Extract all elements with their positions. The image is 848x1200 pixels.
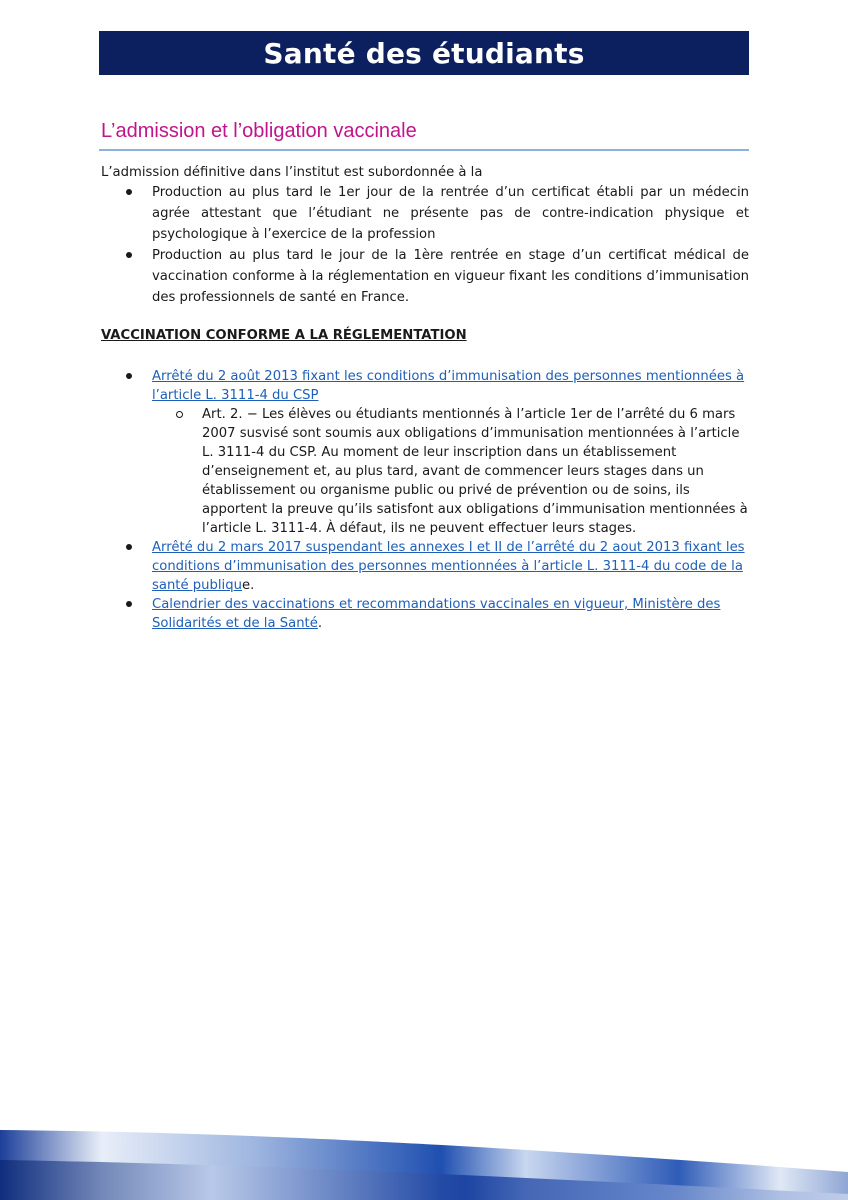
intro-text: L’admission définitive dans l’institut est subordonnée à la bbox=[101, 165, 483, 180]
article-2-text: Art. 2. − Les élèves ou étudiants mentionnés à l’article 1er de l’arrêté du 6 mars 2007 susvisé sont soumis aux obligations d’immunisation mentionnées à l’article L. 3111-4 du CSP. Au moment de leur inscription dans un établissement d’enseignement et, au plus tard, avant de commencer leurs stages dans un établissement ou organisme public ou privé de prévention ou de soins, ils apportent la preuve qu’ils satisfont aux obligations d’immunisation mentionnées à l’article L. 3111-4. À défaut, ils ne peuvent effectuer leurs stages. bbox=[202, 407, 748, 536]
list-item bbox=[101, 595, 749, 633]
circle-bullet-icon bbox=[176, 411, 183, 418]
sub-list-item bbox=[101, 405, 749, 538]
list-item bbox=[101, 182, 749, 245]
section-divider bbox=[99, 149, 749, 151]
list-item bbox=[101, 538, 749, 595]
footer-wave-graphic bbox=[0, 1120, 848, 1200]
requirements-list bbox=[101, 182, 749, 308]
bullet-icon bbox=[126, 601, 132, 607]
list-item bbox=[101, 367, 749, 405]
arrete-2017-link[interactable]: Arrêté du 2 mars 2017 suspendant les annexes I et II de l’arrêté du 2 aout 2013 fixant les conditions d’immunisation des personnes mentionnées à l’article L. 3111-4 du code de la santé publiqu bbox=[152, 540, 745, 593]
section-title: L’admission et l’obligation vaccinale bbox=[101, 120, 417, 142]
vaccination-heading: VACCINATION CONFORME A LA RÉGLEMENTATION bbox=[101, 328, 467, 343]
link-suffix: . bbox=[317, 616, 323, 631]
list-item-text: Production au plus tard le 1er jour de la rentrée d’un certificat établi par un médecin agrée attestant que l’étudiant ne présente pas de contre-indication physique et psychologique à l’exercice de la profession bbox=[152, 185, 749, 242]
bullet-icon bbox=[126, 189, 132, 195]
vaccination-links-list bbox=[101, 367, 749, 633]
calendrier-vaccinations-link[interactable]: Calendrier des vaccinations et recommandations vaccinales en vigueur, Ministère des Solidarités et de la Santé bbox=[152, 597, 721, 631]
arrete-2013-link[interactable]: Arrêté du 2 août 2013 fixant les conditions d’immunisation des personnes mentionnées à l’article L. 3111-4 du CSP bbox=[152, 369, 745, 403]
bullet-icon bbox=[126, 252, 132, 258]
list-item-text: Production au plus tard le jour de la 1ère rentrée en stage d’un certificat médical de vaccination conforme à la réglementation en vigueur fixant les conditions d’immunisation des professionnels de santé en France. bbox=[152, 248, 749, 305]
bullet-icon bbox=[126, 373, 132, 379]
footer-decoration bbox=[0, 1120, 848, 1200]
page-title: Santé des étudiants bbox=[263, 36, 585, 70]
list-item bbox=[101, 245, 749, 308]
header-banner bbox=[99, 31, 749, 75]
link-suffix: e. bbox=[241, 578, 255, 593]
bullet-icon bbox=[126, 544, 132, 550]
